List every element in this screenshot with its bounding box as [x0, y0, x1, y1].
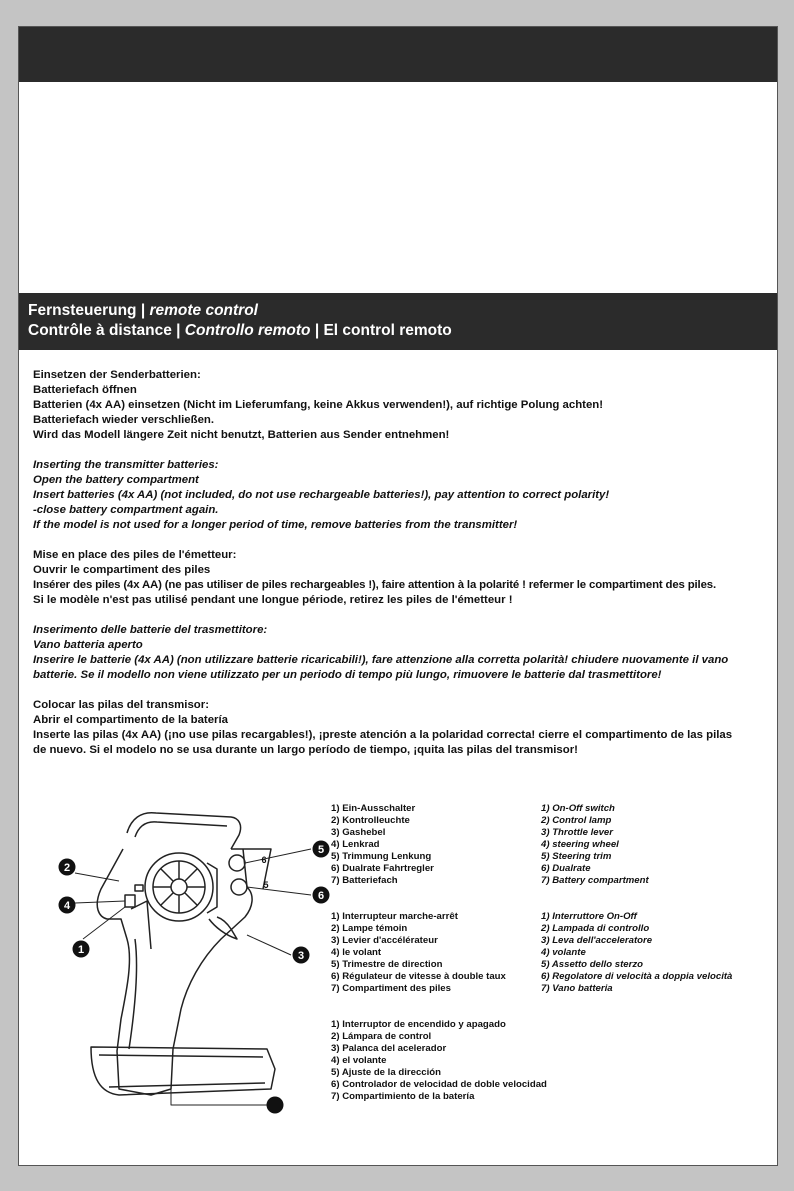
callout-marker-7: [267, 1097, 284, 1114]
legend-it: 1) Interruttore On-Off 2) Lampada di controllo 3) Leva dell'acceleratore 4) volante 5) Assetto dello sterzo 6) Regolatore di velocità a doppia velocità 7) Vano batteria: [541, 911, 733, 994]
section-header: [19, 293, 777, 350]
steering-trim-knob: [229, 855, 245, 871]
transmitter-top-housing: [127, 813, 241, 849]
step-label-5: 5: [263, 880, 269, 890]
instructions-en: Inserting the transmitter batteries: Open the battery compartment Insert batteries (4x AA) (not included, do not use rechargeable batteries!), pay attention to correct polarity! -close battery compartment again. If the model is not used for a longer period of time, remove batteries from the transmitter!: [33, 459, 610, 531]
callout-label-6: 6: [317, 890, 325, 902]
manual-page: [18, 26, 778, 1166]
callout-label-4: 4: [63, 900, 71, 912]
battery-instructions: [33, 368, 775, 773]
transmitter-grip: [97, 849, 252, 1095]
steering-wheel: [145, 853, 217, 921]
instructions-es: Colocar las pilas del transmisor: Abrir el compartimento de la batería Inserte las pilas (4x AA) (¡no use pilas recargables!), ¡preste atención a la polaridad correcta! cierre el compartimento de las pilas de nuevo. Si el modelo no se usa durante un largo período de tiempo, ¡quita las pilas del transmisor!: [33, 699, 733, 756]
dualrate-knob: [231, 879, 247, 895]
legend-en: 1) On-Off switch 2) Control lamp 3) Throttle lever 4) steering wheel 5) Steering trim 6) Dualrate 7) Battery compartment: [541, 803, 649, 886]
callout-label-2: 2: [63, 862, 71, 874]
control-lamp: [135, 885, 143, 891]
legend-de: 1) Ein-Ausschalter 2) Kontrolleuchte 3) Gashebel 4) Lenkrad 5) Trimmung Lenkung 6) Dualrate Fahrtregler 7) Batteriefach: [331, 803, 434, 886]
legend-es: 1) Interruptor de encendido y apagado 2) Lámpara de control 3) Palanca del acelerador 4) el volante 5) Ajuste de la dirección 6) Controlador de velocidad de doble velocidad 7) Compartimiento de la batería: [331, 1019, 547, 1102]
step-label-6: 6: [261, 855, 267, 865]
instructions-de: Einsetzen der Senderbatterien: Batteriefach öffnen Batterien (4x AA) einsetzen (Nicht im Lieferumfang, keine Akkus verwenden!), auf richtige Polung achten! Batteriefach wieder verschließen. Wird das Modell längere Zeit nicht benutzt, Batterien aus Sender entnehmen!: [33, 369, 604, 441]
transmitter-illustration: [31, 789, 331, 1139]
callout-label-3: 3: [297, 950, 305, 962]
header-line-2: Contrôle à distance | Controllo remoto | El control remoto: [28, 322, 452, 339]
top-banner: [19, 27, 777, 82]
instructions-fr: Mise en place des piles de l'émetteur: Ouvrir le compartiment des piles Insérer des piles (4x AA) (ne pas utiliser de piles rechargeables !), faire attention à la polarité ! refermer le compartiment des piles. Si le modèle n'est pas utilisé pendant une longue période, retirez les piles de l'émetteur !: [33, 549, 716, 606]
on-off-switch: [125, 895, 135, 907]
callout-label-1: 1: [77, 944, 85, 956]
legend-fr: 1) Interrupteur marche-arrêt 2) Lampe témoin 3) Levier d'accélérateur 4) le volant 5) Trimestre de direction 6) Régulateur de vitesse à double taux 7) Compartiment des piles: [331, 911, 506, 994]
header-line-1: Fernsteuerung | remote control: [28, 302, 258, 319]
callout-label-5: 5: [317, 844, 325, 856]
instructions-it: Inserimento delle batterie del trasmettitore: Vano batteria aperto Inserire le batterie (4x AA) (non utilizzare batterie ricaricabili!), fare attenzione alla corretta polarità! chiudere nuovamente il vano batterie. Se il modello non viene utilizzato per un periodo di tempo più lungo, rimuovere le batterie dal trasmettitore!: [33, 624, 729, 681]
